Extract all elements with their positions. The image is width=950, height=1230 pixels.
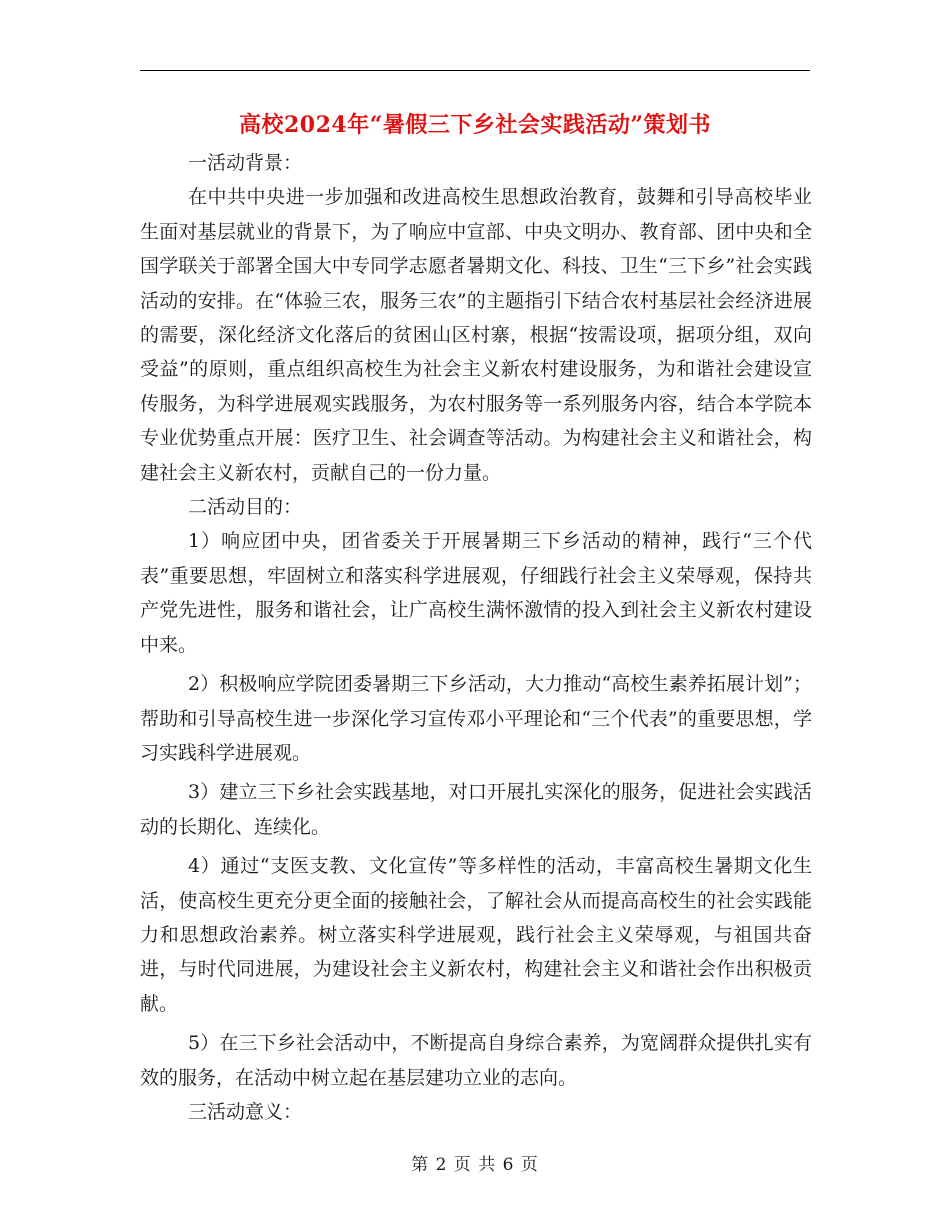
paragraph-purpose-2: 2）积极响应学院团委暑期三下乡活动，大力推动“高校生素养拓展计划”；帮助和引导高校生进一步深化学习宣传邓小平理论和“三个代表”的重要思想，学习实践科学进展观。 <box>140 673 812 764</box>
document-body <box>140 146 812 1129</box>
paragraph-purpose-1: 1）响应团中央，团省委关于开展暑期三下乡活动的精神，践行“三个代表”重要思想，牢固树立和落实科学进展观，仔细践行社会主义荣辱观，保持共产党先进性，服务和谐社会，让广高校生满怀激情的投入到社会主义新农村建设中来。 <box>140 530 812 656</box>
section-heading-background: 一活动背景： <box>188 152 303 174</box>
paragraph-background: 在中共中央进一步加强和改进高校生思想政治教育，鼓舞和引导高校毕业生面对基层就业的背景下，为了响应中宣部、中央文明办、教育部、团中央和全国学联关于部署全国大中专同学志愿者暑期文化、科技、卫生“三下乡”社会实践活动的安排。在“体验三农，服务三农”的主题指引下结合农村基层社会经济进展的需要，深化经济文化落后的贫困山区村寨，根据“按需设项，据项分组，双向受益”的原则，重点组织高校生为社会主义新农村建设服务，为和谐社会建设宣传服务，为科学进展观实践服务，为农村服务等一系列服务内容，结合本学院本专业优势重点开展：医疗卫生、社会调查等活动。为构建社会主义和谐社会，构建社会主义新农村，贡献自己的一份力量。 <box>140 186 812 484</box>
document-title: 高校2024年“暑假三下乡社会实践活动”策划书 <box>238 112 712 138</box>
section-heading-purpose: 二活动目的： <box>188 496 303 519</box>
header-rule <box>140 70 810 71</box>
page-number-footer: 第 2 页 共 6 页 <box>411 1155 539 1175</box>
section-heading-significance: 三活动意义： <box>188 1100 303 1123</box>
paragraph-purpose-3: 3）建立三下乡社会实践基地，对口开展扎实深化的服务，促进社会实践活动的长期化、连续化。 <box>140 781 812 838</box>
paragraph-purpose-4: 4）通过“支医支教、文化宣传”等多样性的活动，丰富高校生暑期文化生活，使高校生更充分更全面的接触社会，了解社会从而提高高校生的社会实践能力和思想政治素养。树立落实科学进展观，践行社会主义荣辱观，与祖国共奋进，与时代同进展，为建设社会主义新农村，构建社会主义和谐社会作出积极贡献。 <box>140 855 812 1015</box>
paragraph-purpose-5: 5）在三下乡社会活动中，不断提高自身综合素养，为宽阔群众提供扎实有效的服务，在活动中树立起在基层建功立业的志向。 <box>140 1032 812 1089</box>
